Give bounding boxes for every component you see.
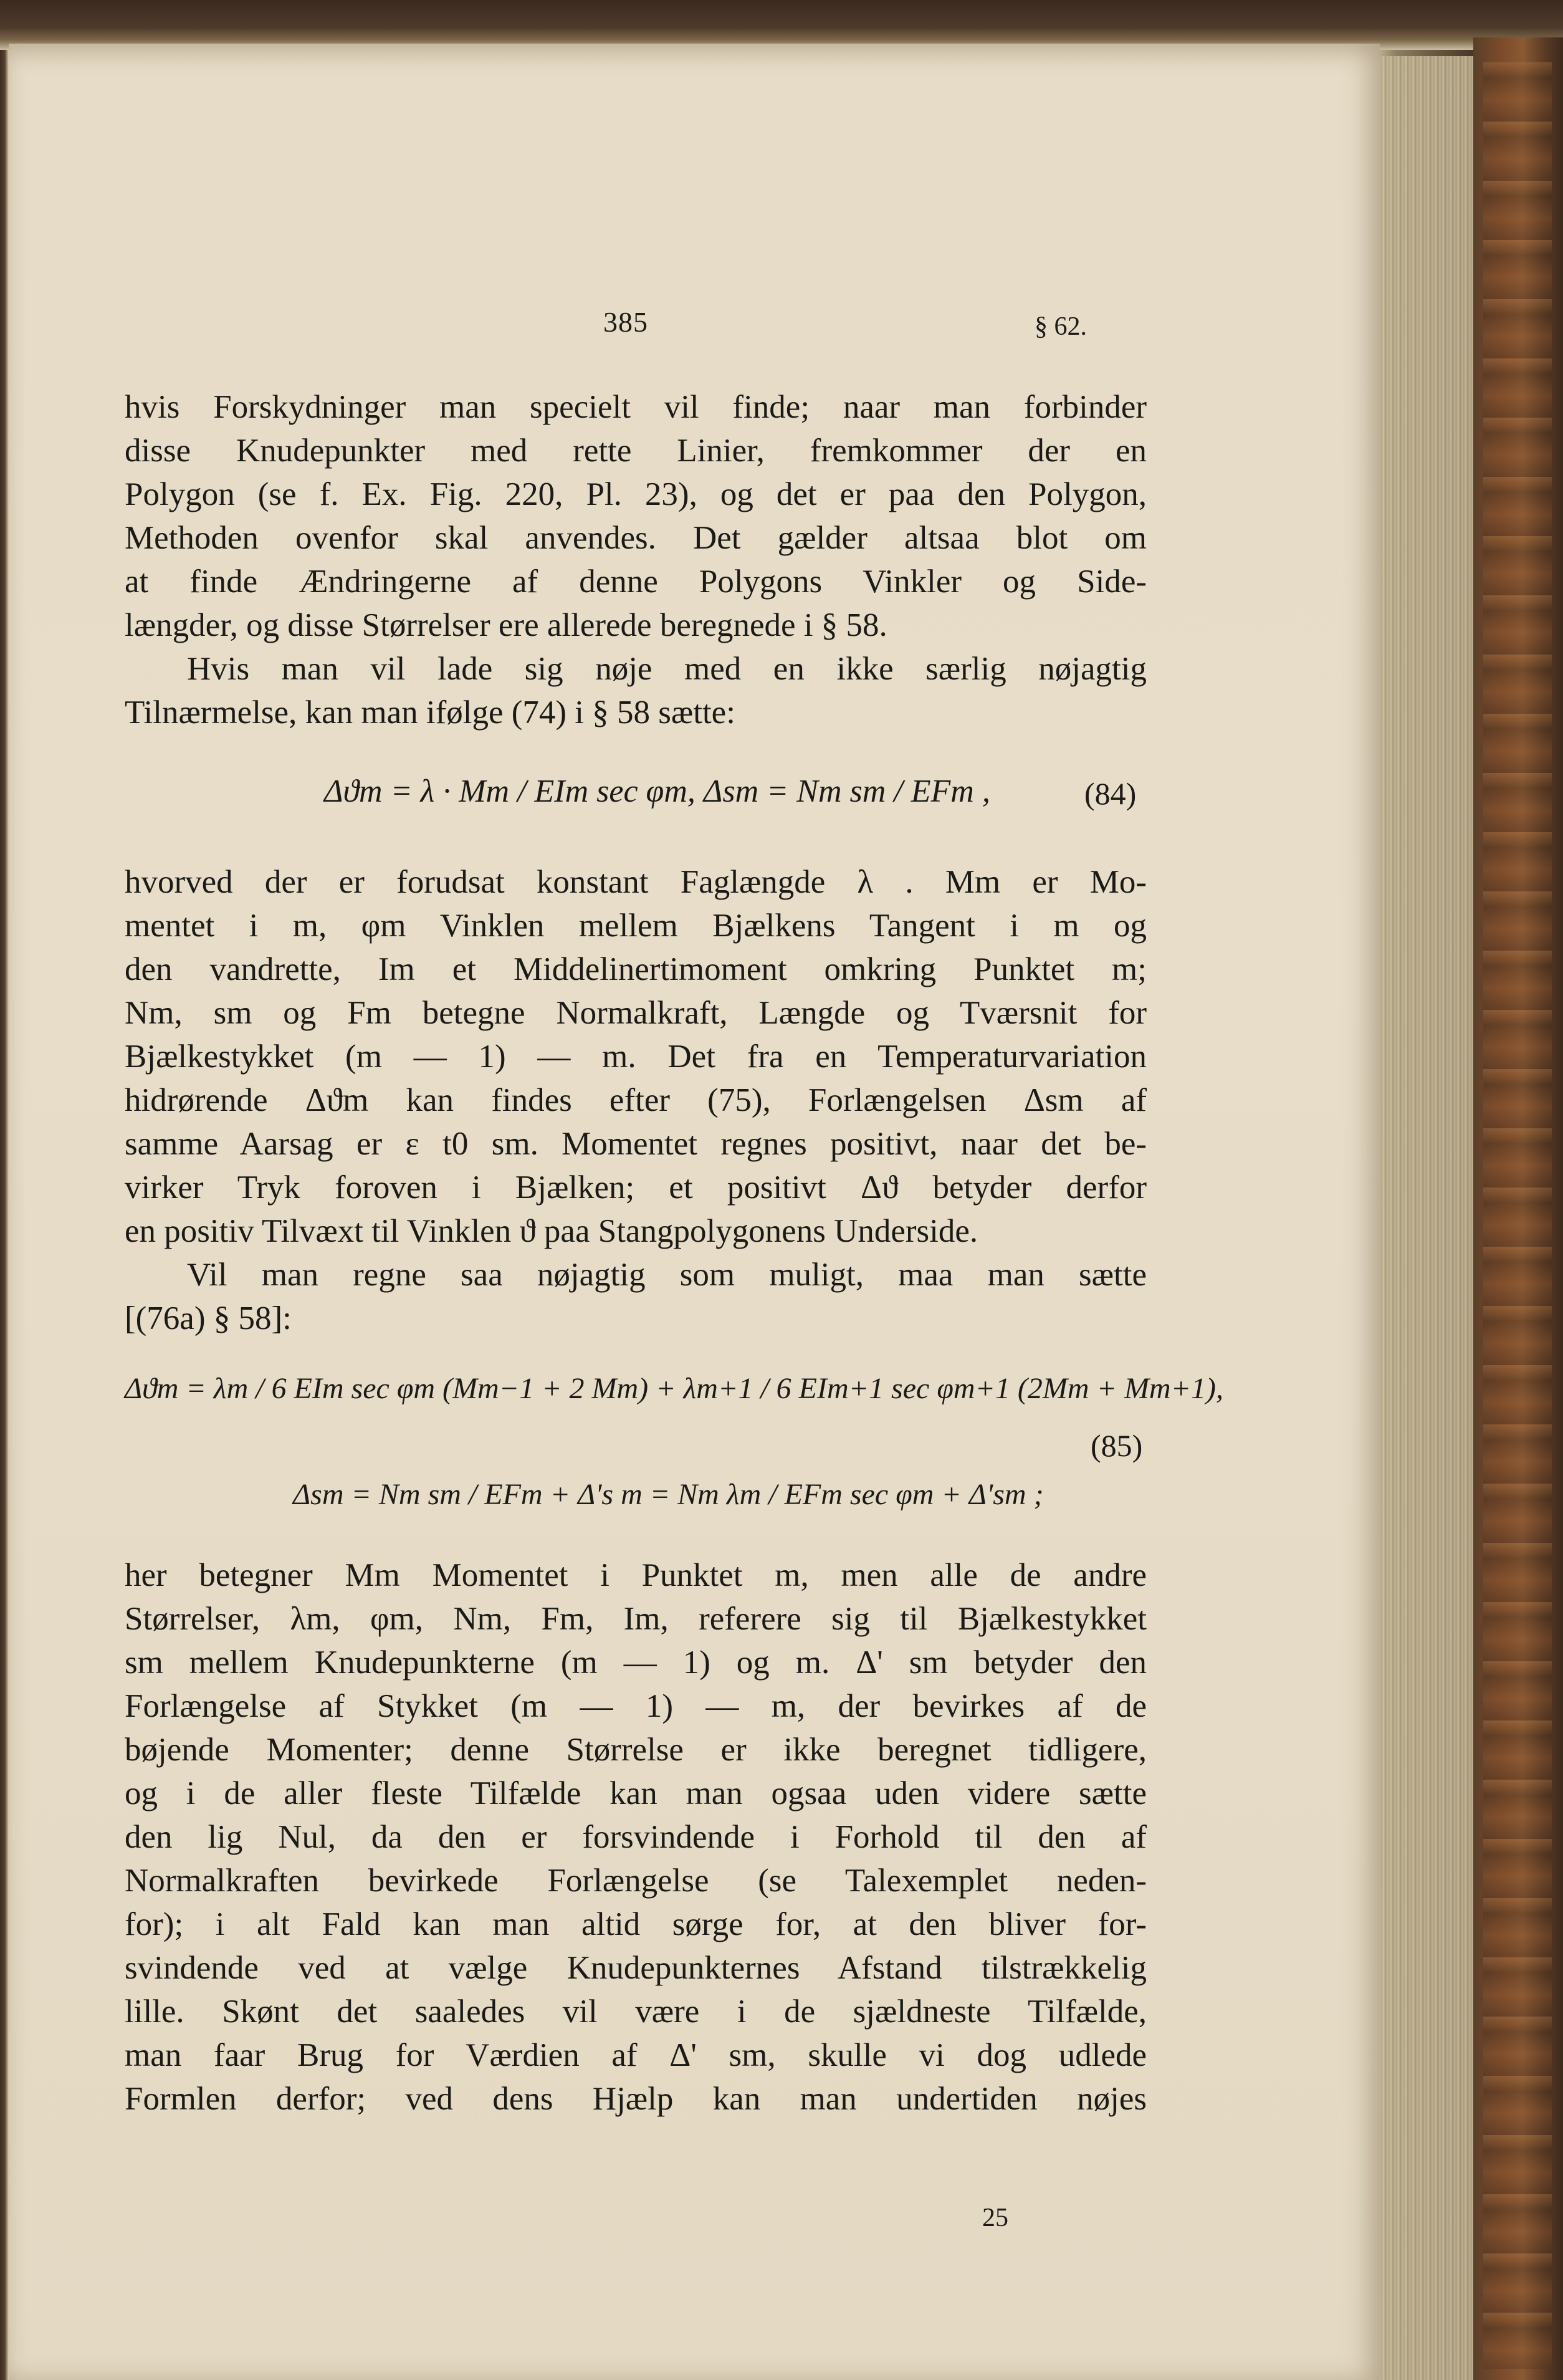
text-line: Nm, sm og Fm betegne Normalkraft, Længde og Tværsnit for (125, 995, 1147, 1031)
text-line: Vil man regne saa nøjagtig som muligt, maa man sætte (187, 1257, 1147, 1293)
text-line: Polygon (se f. Ex. Fig. 220, Pl. 23), og det er paa den Polygon, (125, 476, 1147, 512)
text-line: Hvis man vil lade sig nøje med en ikke særlig nøjagtig (187, 651, 1147, 687)
text-line: mentet i m, φm Vinklen mellem Bjælkens Tangent i m og (125, 908, 1147, 944)
signature-mark: 25 (982, 2204, 1008, 2232)
section-marker: § 62. (1035, 312, 1087, 341)
text-line: [(76a) § 58]: (125, 1300, 292, 1336)
text-line: svindende ved at vælge Knudepunkternes Afstand tilstrækkelig (125, 1950, 1147, 1986)
text-line: Formlen derfor; ved dens Hjælp kan man undertiden nøjes (125, 2081, 1147, 2117)
page-header (0, 0, 1563, 374)
text-line: hvorved der er forudsat konstant Faglængde λ . Mm er Mo- (125, 864, 1147, 900)
equation-84: Δϑm = λ · Mm / EIm sec φm, Δsm = Nm sm / EFm , (324, 774, 990, 809)
text-line: Forlængelse af Stykket (m — 1) — m, der bevirkes af de (125, 1688, 1147, 1724)
page-number: 385 (603, 306, 648, 338)
text-line: en positiv Tilvæxt til Vinklen ϑ paa Stangpolygonens Underside. (125, 1213, 978, 1249)
text-line: og i de aller fleste Tilfælde kan man ogsaa uden videre sætte (125, 1775, 1147, 1811)
equation-number-85: (85) (1091, 1428, 1143, 1463)
text-line: Methoden ovenfor skal anvendes. Det gælder altsaa blot om (125, 520, 1147, 556)
cover-texture (1483, 62, 1552, 2369)
text-line: lille. Skønt det saaledes vil være i de sjældneste Tilfælde, (125, 1994, 1147, 2030)
text-line: sm mellem Knudepunkterne (m — 1) og m. Δ' sm betyder den (125, 1644, 1147, 1681)
text-line: for); i alt Fald kan man altid sørge for, at den bliver for- (125, 1906, 1147, 1942)
text-line: at finde Ændringerne af denne Polygons Vinkler og Side- (125, 564, 1147, 600)
text-line: hidrørende Δϑm kan findes efter (75), Forlængelsen Δsm af (125, 1082, 1147, 1118)
equation-85-line-1: Δϑm = λm / 6 EIm sec φm (Mm−1 + 2 Mm) + λm+1 / 6 EIm+1 sec φm+1 (2Mm + Mm+1), (125, 1372, 1223, 1405)
text-line: Tilnærmelse, kan man ifølge (74) i § 58 sætte: (125, 694, 735, 731)
text-line: hvis Forskydninger man specielt vil finde; naar man forbinder (125, 389, 1147, 425)
equation-85-line-2: Δsm = Nm sm / EFm + Δ's m = Nm λm / EFm sec φm + Δ'sm ; (293, 1478, 1044, 1511)
text-line: her betegner Mm Momentet i Punktet m, men alle de andre (125, 1557, 1147, 1593)
text-line: Bjælkestykket (m — 1) — m. Det fra en Temperaturvariation (125, 1039, 1147, 1075)
text-line: disse Knudepunkter med rette Linier, fremkommer der en (125, 433, 1147, 469)
text-line: samme Aarsag er ε t0 sm. Momentet regnes positivt, naar det be- (125, 1126, 1147, 1162)
text-line: Størrelser, λm, φm, Nm, Fm, Im, referere sig til Bjælkestykket (125, 1601, 1147, 1637)
text-line: virker Tryk foroven i Bjælken; et positivt Δϑ betyder derfor (125, 1169, 1147, 1206)
text-line: Normalkraften bevirkede Forlængelse (se Talexemplet neden- (125, 1863, 1147, 1899)
text-line: bøjende Momenter; denne Størrelse er ikke beregnet tidligere, (125, 1732, 1147, 1768)
text-line: man faar Brug for Værdien af Δ' sm, skulle vi dog udlede (125, 2037, 1147, 2073)
text-line: den vandrette, Im et Middelinertimoment omkring Punktet m; (125, 951, 1147, 987)
page-edges (1380, 56, 1473, 2380)
equation-number-84: (84) (1084, 776, 1137, 811)
text-line: længder, og disse Størrelser ere allerede beregnede i § 58. (125, 607, 887, 643)
text-line: den lig Nul, da den er forsvindende i Forhold til den af (125, 1819, 1147, 1855)
